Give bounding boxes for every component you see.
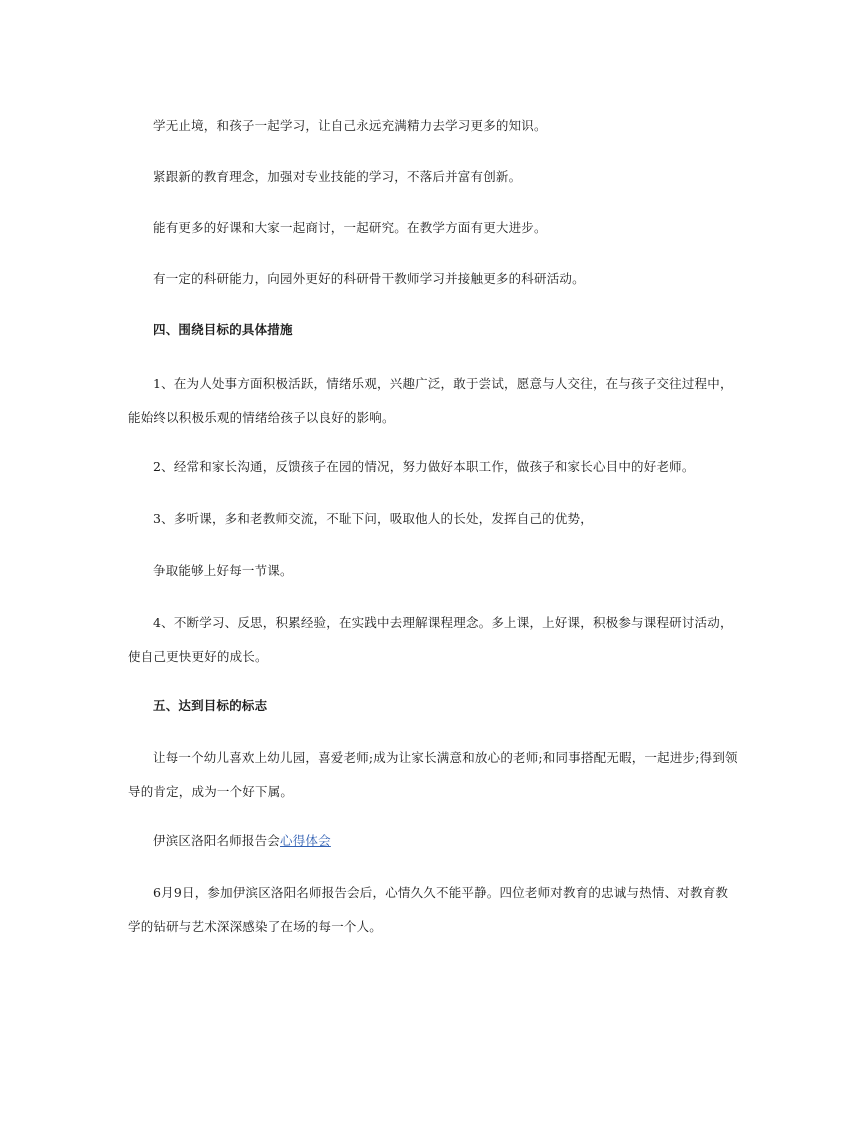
report-title-text: 伊滨区洛阳名师报告会 [153, 833, 281, 848]
paragraph-report-body: 6月9日，参加伊滨区洛阳名师报告会后，心情久久不能平静。四位老师对教育的忠诚与热情、对教育教学的钻研与艺术深深感染了在场的每一个人。 [128, 885, 729, 934]
section-heading-measures: 四、围绕目标的具体措施 [153, 322, 293, 337]
measure-item-3: 3、多听课，多和老教师交流，不耻下问，吸取他人的长处，发挥自己的优势， [153, 511, 593, 526]
paragraph-research: 有一定的科研能力，向园外更好的科研骨干教师学习并接触更多的科研活动。 [153, 271, 585, 286]
measure-item-3-continued: 争取能够上好每一节课。 [153, 563, 293, 578]
report-link[interactable]: 心得体会 [280, 833, 331, 848]
paragraph-report-title [128, 824, 740, 858]
section-heading-goal-signs: 五、达到目标的标志 [153, 698, 268, 713]
paragraph-learning: 学无止境，和孩子一起学习，让自己永远充满精力去学习更多的知识。 [153, 118, 547, 133]
paragraph-education-concept: 紧跟新的教育理念，加强对专业技能的学习，不落后并富有创新。 [153, 169, 522, 184]
measure-item-1: 1、在为人处事方面积极活跃，情绪乐观，兴趣广泛，敢于尝试，愿意与人交往，在与孩子交往过程中，能始终以积极乐观的情绪给孩子以良好的影响。 [128, 376, 733, 425]
measure-item-4: 4、不断学习、反思，积累经验，在实践中去理解课程理念。多上课，上好课，积极参与课程研讨活动，使自己更快更好的成长。 [128, 615, 733, 664]
paragraph-goal-signs: 让每一个幼儿喜欢上幼儿园，喜爱老师;成为让家长满意和放心的老师;和同事搭配无暇，一起进步;得到领导的肯定，成为一个好下属。 [128, 750, 738, 799]
measure-item-2: 2、经常和家长沟通，反馈孩子在园的情况，努力做好本职工作，做孩子和家长心目中的好老师。 [153, 459, 695, 474]
paragraph-good-lessons: 能有更多的好课和大家一起商讨，一起研究。在教学方面有更大进步。 [153, 220, 547, 235]
